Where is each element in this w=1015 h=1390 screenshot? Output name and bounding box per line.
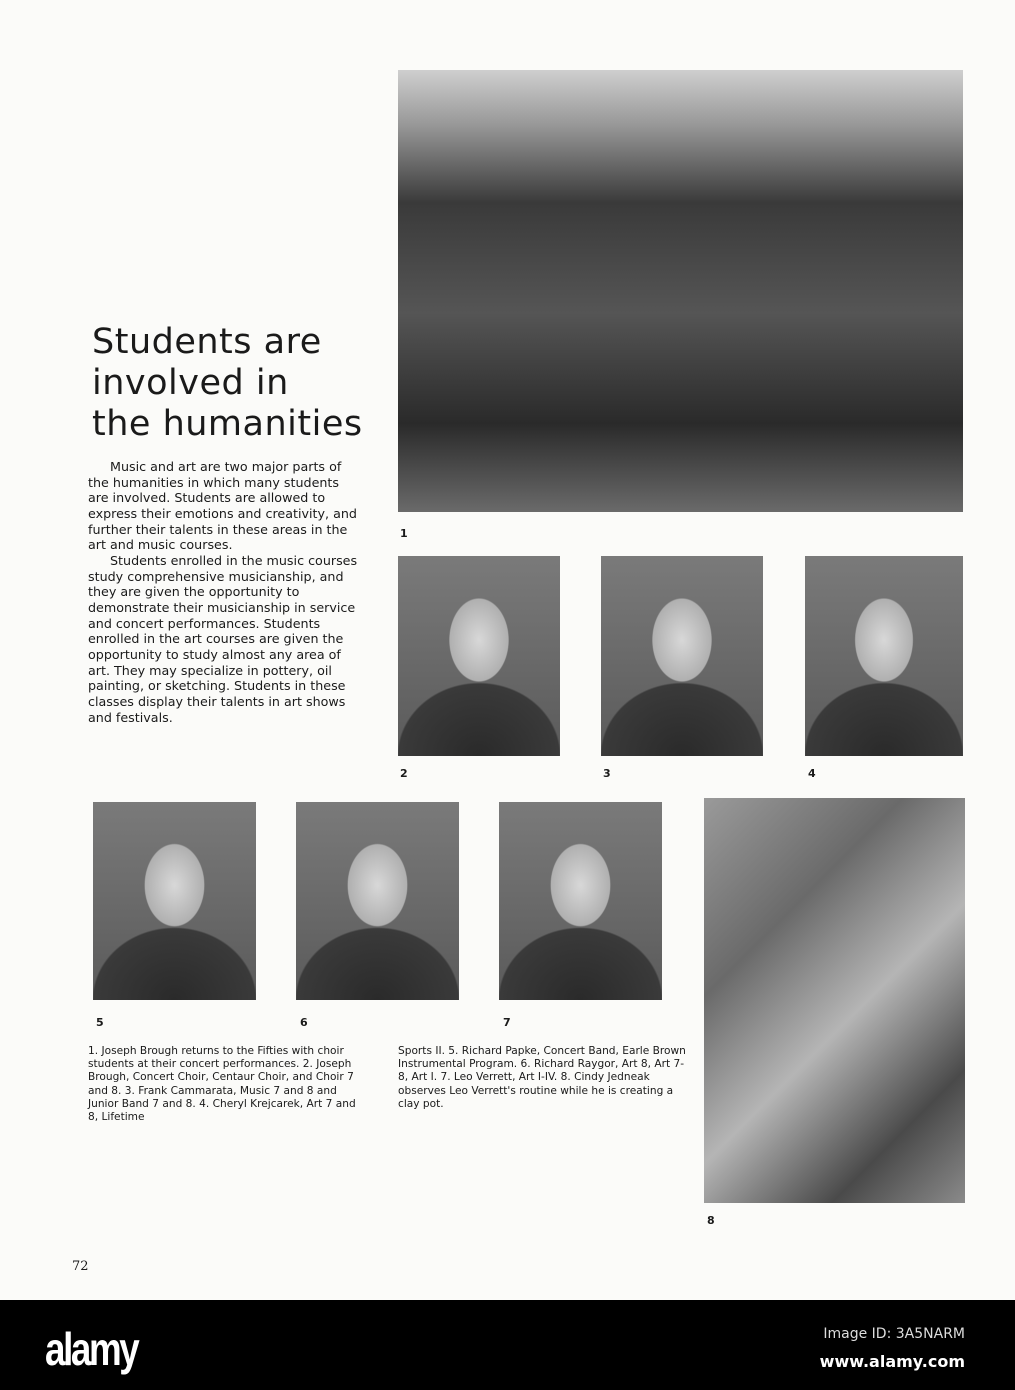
image-id: Image ID: 3A5NARM — [823, 1326, 965, 1342]
watermark-url[interactable]: www.alamy.com — [819, 1352, 965, 1371]
article-body — [88, 459, 363, 725]
portrait-joseph-brough — [398, 556, 560, 756]
heading-line: Students are — [92, 322, 322, 362]
watermark-logo: alamy — [45, 1323, 138, 1375]
body-paragraph: Music and art are two major parts of the humanities in which many students are involved. Students are allowed to express their emotions and creativity, and further their talents in these areas in the art and music courses. — [88, 459, 357, 553]
portrait-richard-raygor — [296, 802, 459, 1000]
photo-number: 4 — [808, 767, 816, 780]
portrait-frank-cammarata — [601, 556, 763, 756]
caption-column-2: Sports II. 5. Richard Papke, Concert Band, Earle Brown Instrumental Program. 6. Richard Raygor, Art 8, Art 7-8, Art I. 7. Leo Verrett, Art I-IV. 8. Cindy Jedneak observes Leo Verrett's routine while he is creating a clay pot. — [398, 1045, 686, 1110]
heading-line: involved in — [92, 363, 289, 403]
portrait-leo-verrett — [499, 802, 662, 1000]
caption-column-1: 1. Joseph Brough returns to the Fifties with choir students at their concert performances. 2. Joseph Brough, Concert Choir, Centaur Choir, and Choir 7 and 8. 3. Frank Cammarata, Music 7 and 8 and Junior Band 7 and 8. 4. Cheryl Krejcarek, Art 7 and 8, Lifetime — [88, 1045, 356, 1124]
page-heading — [92, 322, 392, 445]
photo-number: 1 — [400, 527, 408, 540]
photo-number: 8 — [707, 1214, 715, 1227]
photo-pottery-class — [704, 798, 965, 1203]
body-paragraph: Students enrolled in the music courses study comprehensive musicianship, and they are given the opportunity to demonstrate their musicianship in service and concert performances. Students enrolled in the art courses are given the opportunity to study almost any area of art. They may specialize in pottery, oil painting, or sketching. Students in these classes display their talents in art shows and festivals. — [88, 552, 358, 725]
photo-number: 5 — [96, 1016, 104, 1029]
portrait-richard-papke — [93, 802, 256, 1000]
watermark-bar — [0, 1300, 1015, 1390]
portrait-cheryl-krejcarek — [805, 556, 963, 756]
page-number: 72 — [72, 1259, 89, 1274]
photo-concert-performance — [398, 70, 963, 512]
photo-number: 3 — [603, 767, 611, 780]
photo-number: 7 — [503, 1016, 511, 1029]
photo-number: 2 — [400, 767, 408, 780]
photo-number: 6 — [300, 1016, 308, 1029]
heading-line: the humanities — [92, 404, 363, 444]
